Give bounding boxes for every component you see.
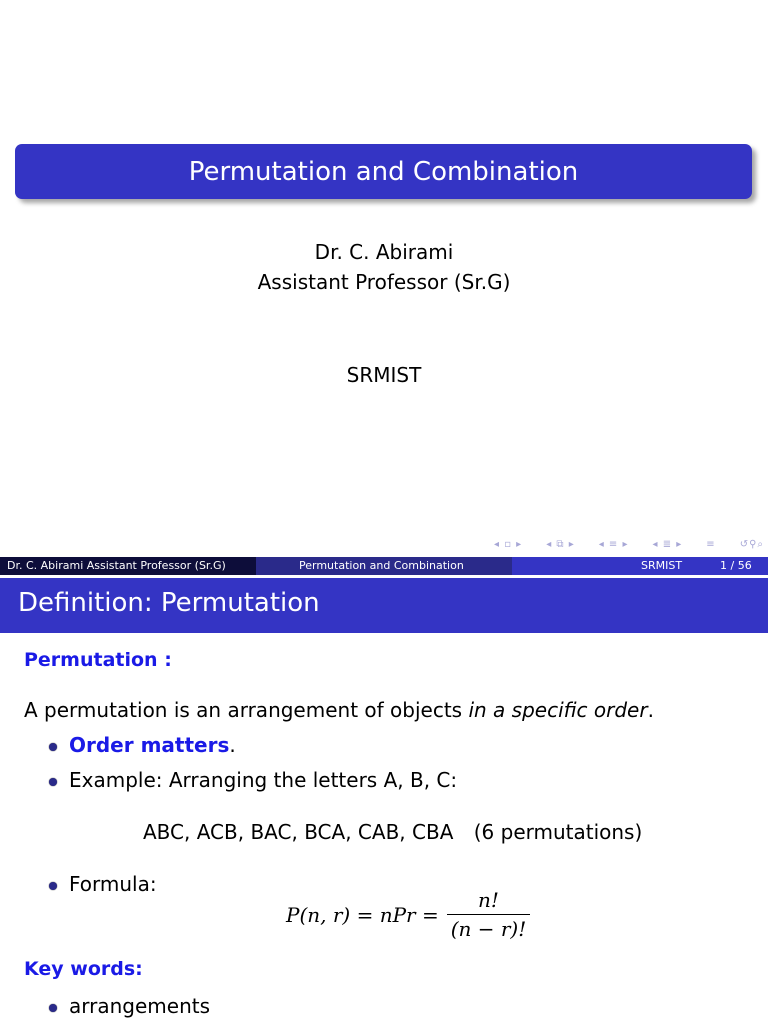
formula-lhs: P(n, r) = nPr = <box>286 902 439 927</box>
author-name: Dr. C. Abirami <box>314 240 454 264</box>
bullet-icon <box>49 882 57 890</box>
example-list: ABC, ACB, BAC, BCA, CAB, CBA <box>143 820 454 844</box>
footer-institute-segment <box>512 557 768 575</box>
footer-author-segment <box>0 557 256 575</box>
nav-section-icon[interactable]: ◂ ≣ ▸ <box>652 538 683 550</box>
order-matters-end: . <box>229 733 236 757</box>
bullet-formula: Formula: <box>69 872 157 896</box>
order-matters-text: Order matters <box>69 733 230 757</box>
keywords-heading: Key words: <box>24 958 143 980</box>
slide-title: Permutation and Combination <box>188 156 579 187</box>
formula-denominator: (n − r)! <box>447 914 531 941</box>
page-number: 1 / 56 <box>720 559 752 572</box>
slide2-title: Definition: Permutation <box>18 588 320 618</box>
example-permutations <box>143 820 642 844</box>
bullet-icon <box>49 778 57 786</box>
footer-title: Permutation and Combination <box>299 559 464 572</box>
example-note: (6 permutations) <box>473 820 643 844</box>
footer-title-segment <box>256 557 512 575</box>
nav-subsection-icon[interactable]: ◂ ≡ ▸ <box>598 538 629 550</box>
definition-plain: A permutation is an arrangement of objects <box>24 698 469 722</box>
permutation-formula <box>286 888 530 941</box>
navigation-bar <box>494 536 764 552</box>
footer-bar <box>0 557 768 575</box>
author-position: Assistant Professor (Sr.G) <box>257 270 511 294</box>
bullet-icon <box>49 1004 57 1012</box>
bullet-icon <box>49 743 57 751</box>
nav-left-icon[interactable]: ◂ ▫ ▸ <box>494 538 523 550</box>
institute-name: SRMIST <box>346 363 422 387</box>
nav-search-icon[interactable]: ↺⚲⌕ <box>739 538 764 550</box>
bullet-example: Example: Arranging the letters A, B, C: <box>69 768 458 792</box>
definition-italic: in a specific order <box>468 698 648 722</box>
footer-author: Dr. C. Abirami Assistant Professor (Sr.G) <box>7 559 226 572</box>
footer-institute: SRMIST <box>641 559 683 572</box>
permutation-heading: Permutation : <box>24 649 172 671</box>
nav-frame-icon[interactable]: ◂ ⧉ ▸ <box>546 538 575 550</box>
definition-end: . <box>647 698 654 722</box>
definition-text <box>24 698 654 722</box>
keyword-arrangements: arrangements <box>69 994 211 1018</box>
formula-fraction <box>447 888 531 941</box>
nav-align-icon[interactable]: ≡ <box>706 538 716 550</box>
bullet-order-matters <box>69 733 236 757</box>
formula-numerator: n! <box>478 888 499 912</box>
